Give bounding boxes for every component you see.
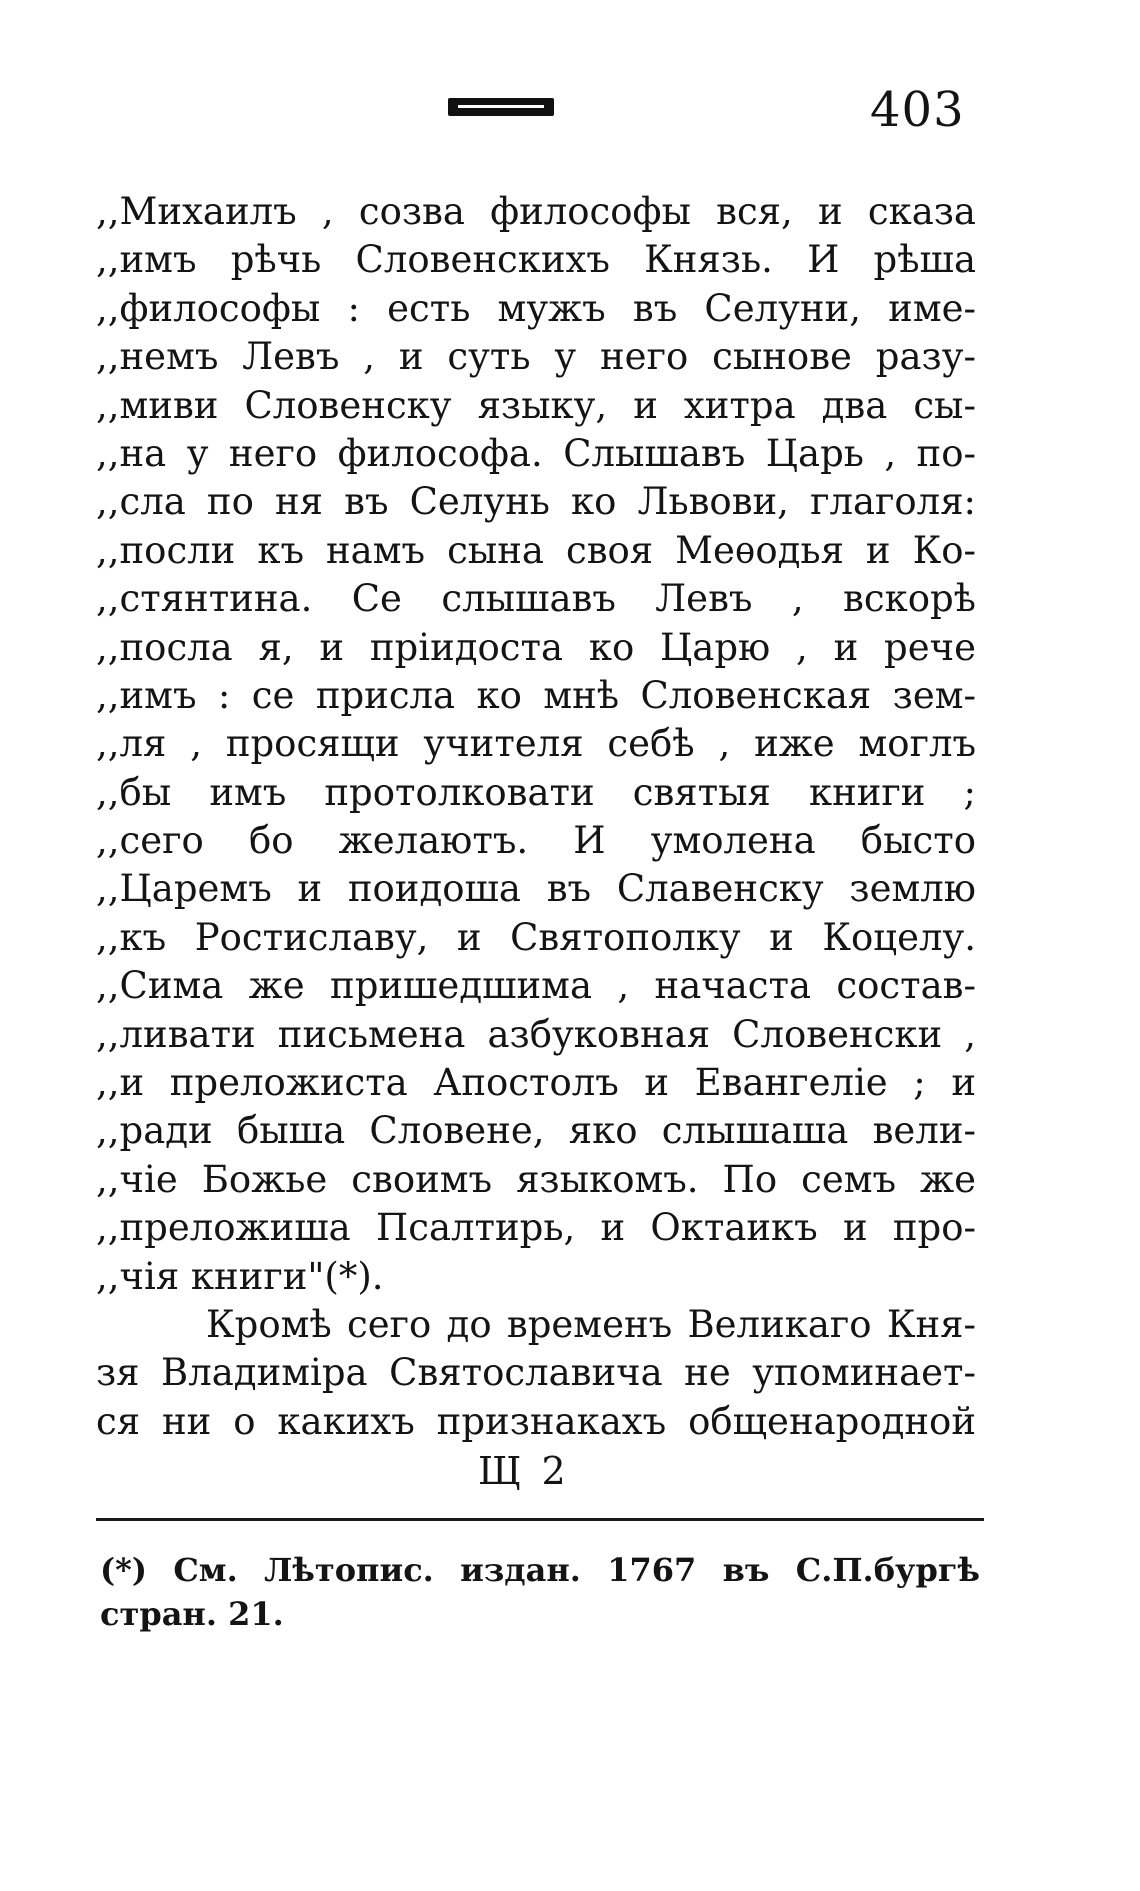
- text-line: ,,миви Словенску языку, и хитра два сы-: [96, 383, 976, 427]
- text-line: ,,ля , просящи учителя себѣ , иже моглъ: [96, 722, 976, 766]
- text-line: ,,имъ : се присла ко мнѣ Словенская зем-: [96, 673, 976, 717]
- text-line: ,,философы : есть мужъ въ Селуни, име-: [96, 286, 976, 330]
- text-line: ,,бы имъ протолковати святыя книги ;: [96, 770, 976, 814]
- text-line: ,,ради быша Словене, яко слышаша вели-: [96, 1109, 976, 1153]
- text-line: ,,ливати письмена азбуковная Словенски ,: [96, 1012, 976, 1056]
- text-line: ,,стянтина. Се слышавъ Левъ , вскорѣ: [96, 577, 976, 621]
- text-line: ,,посли къ намъ сына своя Меѳодья и Ко-: [96, 528, 976, 572]
- page-number: 403: [870, 82, 965, 138]
- text-line: ,,и преложиста Апостолъ и Евангеліе ; и: [96, 1061, 976, 1105]
- text-line: ,,немъ Левъ , и суть у него сынове разу-: [96, 335, 976, 379]
- text-line: ,,сла по ня въ Селунь ко Львови, глаголя:: [96, 480, 976, 524]
- text-line: ,,на у него философа. Слышавъ Царь , по-: [96, 431, 976, 475]
- footnote-line: (*) См. Лѣтопис. издан. 1767 въ С.П.бургѣ: [100, 1551, 980, 1589]
- footnote-line: стран. 21.: [100, 1595, 284, 1633]
- text-line: ,,имъ рѣчь Словенскихъ Князь. И рѣша: [96, 238, 976, 282]
- text-line: ,,Сима же пришедшима , начаста состав-: [96, 964, 976, 1008]
- text-line: ,,чія книги"(*).: [96, 1254, 384, 1298]
- text-line: зя Владиміра Святославича не упоминает-: [96, 1351, 976, 1395]
- text-line: ,,чіе Божье своимъ языкомъ. По семъ же: [96, 1157, 976, 1201]
- signature-mark: Щ 2: [478, 1449, 570, 1493]
- text-line: ,,сего бо желаютъ. И умолена бысто: [96, 819, 976, 863]
- text-line: ся ни о какихъ признакахъ общенародной: [96, 1399, 976, 1443]
- text-line: ,,къ Ростиславу, и Святополку и Коцелу.: [96, 915, 976, 959]
- text-line: Кромѣ сего до временъ Великаго Кня-: [206, 1302, 976, 1346]
- footnote-rule: [96, 1518, 984, 1521]
- body-text: [96, 188, 976, 1446]
- text-line: ,,Михаилъ , созва философы вся, и сказа: [96, 190, 976, 233]
- header-ornament: [448, 98, 554, 116]
- text-line: ,,Царемъ и поидоша въ Славенску землю: [96, 867, 976, 911]
- footnote: [100, 1548, 980, 1636]
- text-line: ,,преложиша Псалтирь, и Октаикъ и про-: [96, 1206, 976, 1250]
- text-line: ,,посла я, и пріидоста ко Царю , и рече: [96, 625, 976, 669]
